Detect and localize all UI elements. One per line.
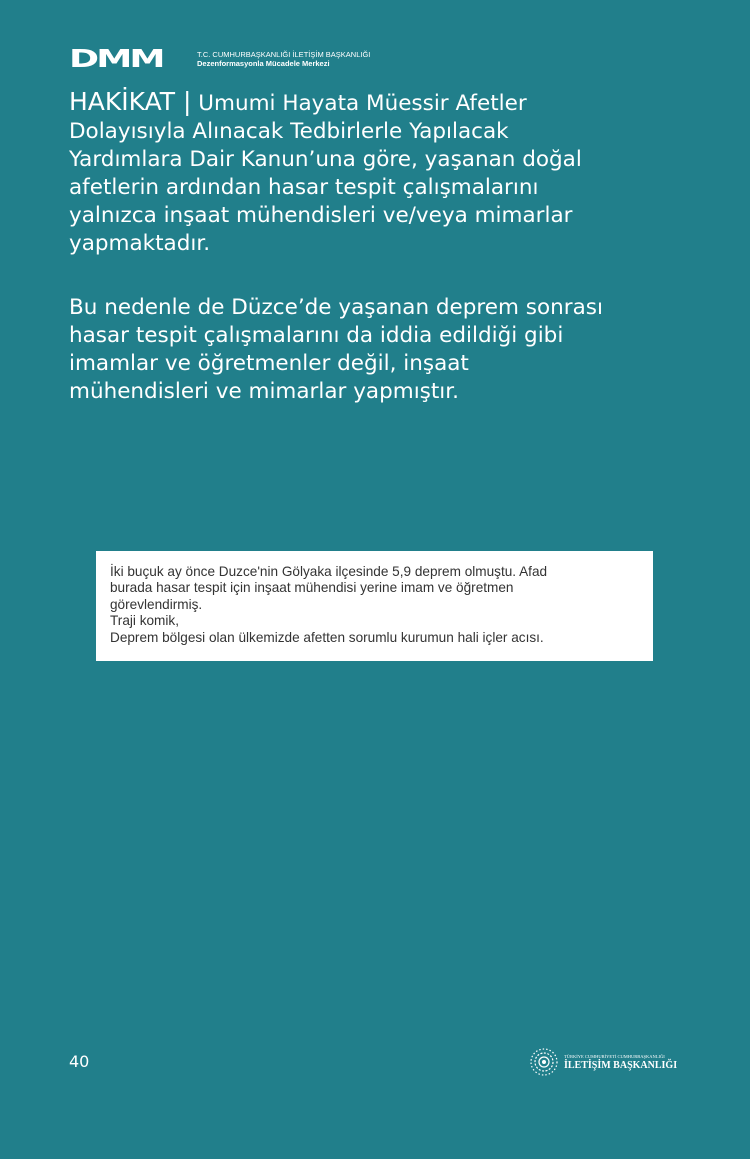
quoted-post	[96, 551, 653, 661]
org-line2: Dezenformasyonla Mücadele Merkezi	[197, 58, 330, 68]
quote-line: görevlendirmiş.	[110, 596, 203, 612]
footer-logo-line2: İLETİŞİM BAŞKANLIĞI	[564, 1059, 678, 1071]
paragraph-1-text: Umumi Hayata Müessir Afetler Dolayısıyla Alınacak Tedbirlerle Yapılacak Yardımlara Dair Kanun’una göre, yaşanan doğal afetlerin ardından hasar tespit çalışmalarını yalnızca inşaat mühendisleri ve/veya mimarlar yapmaktadır.	[69, 91, 582, 256]
paragraph-1	[69, 88, 609, 258]
main-text	[69, 88, 609, 406]
hakikat-tag: HAKİKAT |	[69, 87, 192, 116]
page-number: 40	[69, 1052, 90, 1071]
quote-line: İki buçuk ay önce Duzce'nin Gölyaka ilçesinde 5,9 deprem olmuştu. Afad	[110, 564, 548, 579]
footer-logo-text	[564, 1054, 677, 1071]
paragraph-2: Bu nedenle de Düzce’de yaşanan deprem sonrası hasar tespit çalışmalarını da iddia edildiği gibi imamlar ve öğretmenler değil, inşaat mühendisleri ve mimarlar yapmıştır.	[69, 295, 603, 404]
quote-line: burada hasar tespit için inşaat mühendisi yerine imam ve öğretmen	[110, 580, 514, 596]
footer-logo	[529, 1047, 677, 1077]
quote-line: Deprem bölgesi olan ülkemizde afetten sorumlu kurumun hali içler acısı.	[110, 629, 544, 645]
footer-logo-line1: TÜRKİYE CUMHURİYETİ CUMHURBAŞKANLIĞI	[564, 1053, 665, 1059]
org-line1: T.C. CUMHURBAŞKANLIĞI İLETİŞİM BAŞKANLIĞI	[197, 49, 371, 59]
quote-line: Traji komik,	[110, 613, 179, 629]
iletisim-emblem-icon	[529, 1047, 559, 1077]
dmm-logo: DMM	[69, 44, 163, 73]
header	[69, 46, 370, 71]
